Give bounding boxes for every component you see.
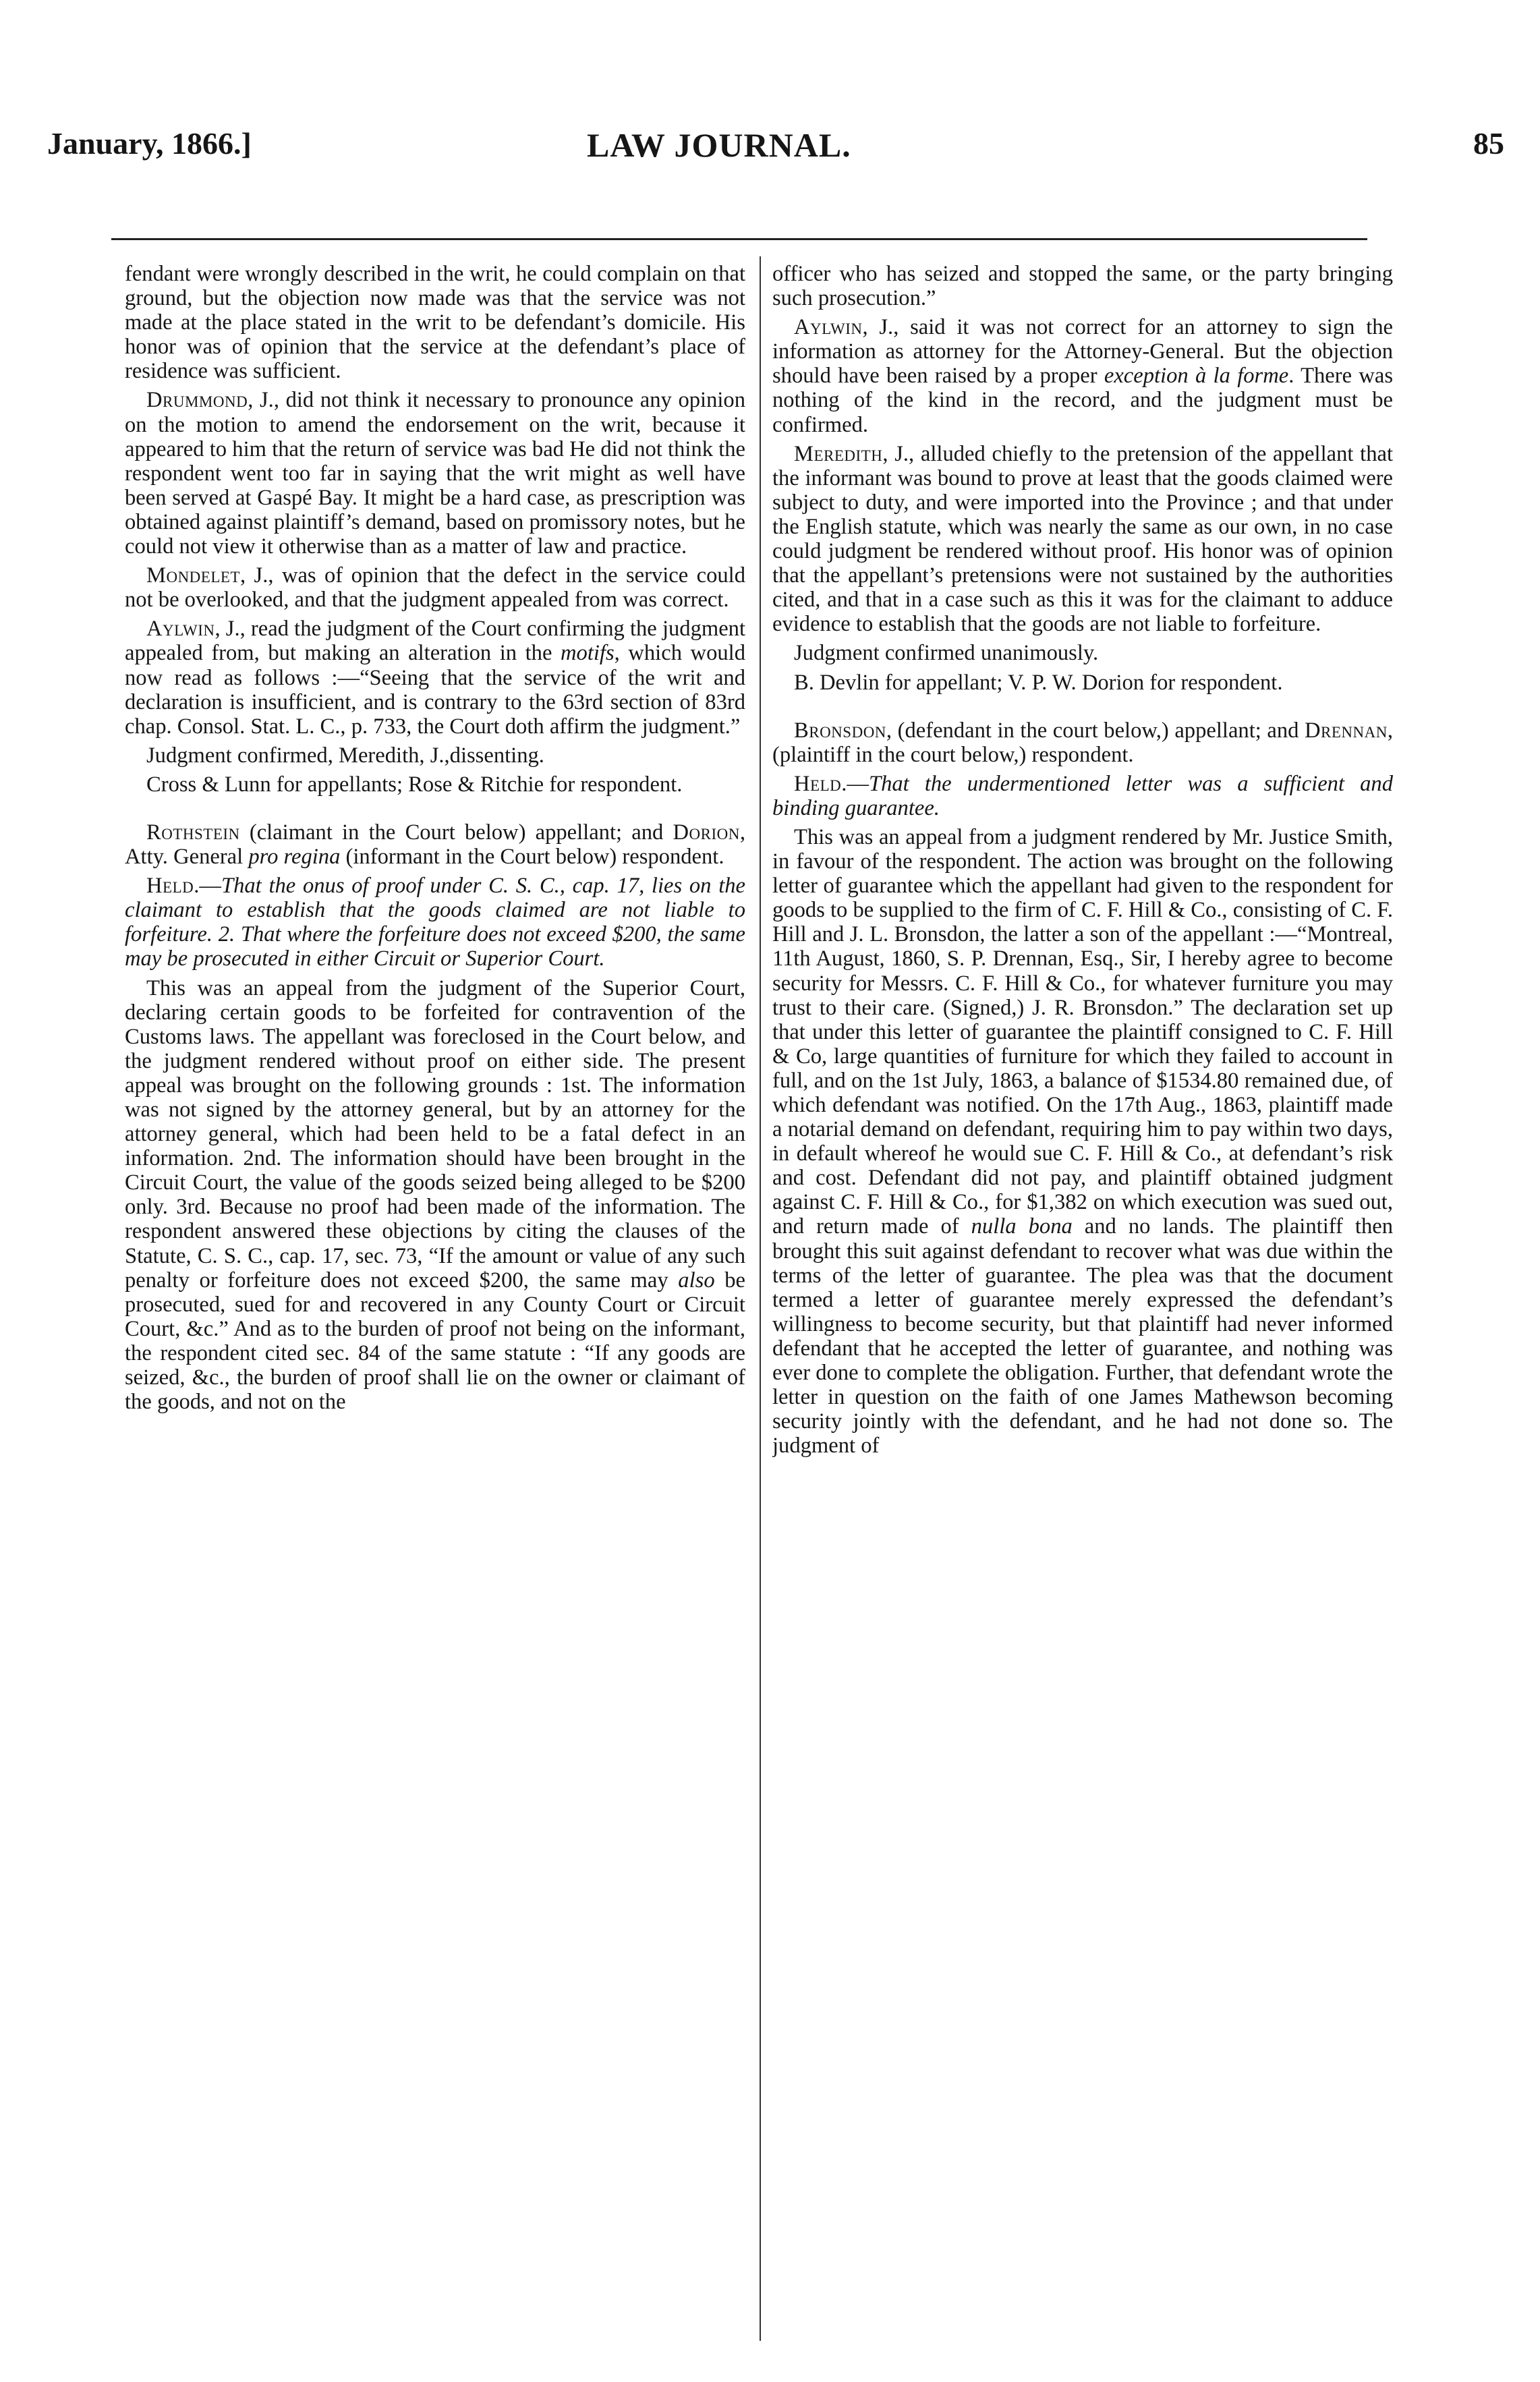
italic-text: That the undermentioned letter was a sufficient and binding guarantee. (772, 771, 1393, 820)
text-run: , J., did not think it necessary to pronounce any opinion on the motion to amend the endorsement on the writ, because it appeared to him that the return of service was bad He did not think the respondent went too far in saying that the writ might as well have been served at Gaspé Bay. It might be a hard case, as prescription was obtained against plaintiff’s demand, based on promissory notes, but he could not view it otherwise than as a matter of law and practice. (125, 388, 745, 559)
text-run: , (plaintiff in the court below,) respondent. (772, 718, 1393, 767)
right-column (772, 262, 1393, 2333)
judge-name: Drummond (146, 388, 248, 413)
text-run: be prosecuted, sued for and recovered in any County Court or Circuit Court, &c.” And as to the burden of proof not being on the informant, the respondent cited sec. 84 of the same statute : “If any goods are seized, &c., the burden of proof shall lie on the owner or claimant of the goods, and not on the (125, 1268, 745, 1415)
text-run: , which would now read as follows :—“Seeing that the service of the writ and declaration is insufficient, and is contrary to the 63rd section of 83rd chap. Consol. Stat. L. C., p. 733, the Court doth affirm the judgment.” (125, 641, 745, 739)
column-divider (760, 256, 761, 2341)
header-journal-title: LAW JOURNAL. (587, 126, 851, 164)
judge-name: Meredith (794, 441, 883, 466)
text-run: , (defendant in the court below,) appellant; and (886, 718, 1305, 743)
text-run: officer who has seized and stopped the same, or the party bringing such prosecution.” (772, 262, 1393, 311)
paragraph (772, 671, 1393, 695)
paragraph (125, 743, 745, 768)
paragraph (125, 976, 745, 1415)
paragraph (772, 442, 1393, 637)
judge-name: Drennan (1304, 718, 1388, 743)
header-date: January, 1866.] (47, 126, 252, 161)
judge-name: Dorion (673, 820, 740, 845)
italic-text: also (678, 1268, 715, 1293)
paragraph (125, 388, 745, 559)
text-run: , Atty. General (125, 820, 745, 870)
paragraph (125, 617, 745, 738)
text-run: Cross & Lunn for appellants; Rose & Ritchie for respondent. (146, 772, 683, 797)
judge-name: Aylwin (794, 315, 863, 340)
judge-name: Rothstein (146, 820, 240, 845)
section-gap (125, 801, 745, 820)
paragraph (125, 563, 745, 612)
section-gap (772, 700, 1393, 718)
text-run: .— (194, 874, 221, 899)
text-run: .— (841, 771, 869, 796)
paragraph (772, 825, 1393, 1458)
text-run: , J., alluded chiefly to the pretension of the appellant that the informant was bound to prove at least that the goods claimed were subject to duty, and were imported into the Province ; and that under the English statute, which was nearly the same as our own, in no case could judgment be rendered without proof. His honor was of opinion that the appellant’s pretensions were not sustained by the authorities cited, and that in a case such as this it was for the claimant to adduce evidence to establish that the goods are not liable to forfeiture. (772, 441, 1393, 637)
italic-text: exception à la forme (1104, 364, 1289, 389)
text-run: (informant in the Court below) respondent. (340, 845, 724, 870)
header-page-number: 85 (1473, 126, 1504, 161)
text-run: , J., read the judgment of the Court confirming the judgment appealed from, but making an alteration in the (125, 617, 745, 666)
paragraph (772, 641, 1393, 665)
italic-text: nulla bona (971, 1214, 1073, 1239)
paragraph (772, 772, 1393, 820)
paragraph (125, 820, 745, 869)
judge-name: Mondelet (146, 563, 240, 588)
text-run: Judgment confirmed unanimously. (794, 641, 1099, 666)
italic-text: motifs (561, 641, 615, 666)
paragraph (772, 315, 1393, 436)
text-run: This was an appeal from the judgment of the Superior Court, declaring certain goods to be forfeited for contravention of the Customs laws. The appellant was foreclosed in the Court below, and the judgment rendered without proof on either side. The present appeal was brought on the following grounds : 1st. The information was not signed by the attorney general, but by an attorney for the attorney general, which had been held to be a fatal defect in an information. 2nd. The information should have been brought in the Circuit Court, the value of the goods seized being alleged to be $200 only. 3rd. Because no proof had been made of the information. The respondent answered these objections by citing the clauses of the Statute, C. S. C., cap. 17, sec. 73, “If the amount or value of any such penalty or forfeiture does not exceed $200, the same may (125, 975, 745, 1293)
paragraph (125, 262, 745, 383)
judge-name: Aylwin (146, 617, 215, 642)
left-column (125, 262, 745, 2333)
header-rule (111, 238, 1367, 240)
text-run: B. Devlin for appellant; V. P. W. Dorion for respondent. (794, 670, 1283, 695)
text-run: and no lands. The plaintiff then brought this suit against defendant to recover what was due within the terms of the letter of guarantee. The plea was that the document termed a letter of guarantee merely expressed the defendant’s willingness to become security, but that plaintiff had never informed defendant that he accepted the letter of guarantee, and nothing was ever done to complete the obligation. Further, that defendant wrote the letter in question on the faith of one James Mathewson becoming security jointly with the defendant, and he had not done so. The judgment of (772, 1214, 1393, 1458)
text-run: Judgment confirmed, Meredith, J.,dissenting. (146, 743, 544, 768)
text-run: , J., was of opinion that the defect in the service could not be overlooked, and that the judgment appealed from was correct. (125, 563, 745, 613)
paragraph (772, 262, 1393, 310)
judge-name: Bronsdon (794, 718, 886, 743)
italic-text: That the onus of proof under C. S. C., cap. 17, lies on the claimant to establish that the goods claimed are not liable to forfeiture. 2. That where the forfeiture does not exceed $200, the same may be prosecuted in either Circuit or Superior Court. (125, 874, 745, 971)
paragraph (125, 772, 745, 797)
paragraph (125, 874, 745, 971)
judge-name: Held (146, 874, 194, 899)
text-run: fendant were wrongly described in the writ, he could complain on that ground, but the objection now made was that the service was not made at the place stated in the writ to be defendant’s domicile. His honor was of opinion that the service at the defendant’s place of residence was sufficient. (125, 262, 745, 384)
text-run: (claimant in the Court below) appellant; and (239, 820, 673, 845)
text-run: . There was nothing of the kind in the record, and the judgment must be confirmed. (772, 364, 1393, 437)
running-header (47, 125, 1518, 179)
text-run: This was an appeal from a judgment rendered by Mr. Justice Smith, in favour of the respondent. The action was brought on the following letter of guarantee which the appellant had given to the respondent for goods to be supplied to the firm of C. F. Hill & Co., consisting of C. F. Hill and J. L. Bronsdon, the latter a son of the appellant :—“Montreal, 11th August, 1860, S. P. Drennan, Esq., Sir, I hereby agree to become security for Messrs. C. F. Hill & Co., for whatever furniture you may trust to their care. (Signed,) J. R. Bronsdon.” The declaration set up that under this letter of guarantee the plaintiff consigned to C. F. Hill & Co, large quantities of furniture for which they failed to account in full, and on the 1st July, 1863, a balance of $1534.80 remained due, of which defendant was notified. On the 17th Aug., 1863, plaintiff made a notarial demand on defendant, requiring him to pay within two days, in default whereof he would sue C. F. Hill & Co., at defendant’s risk and cost. Defendant did not pay, and plaintiff obtained judgment against C. F. Hill & Co., for $1,382 on which execution was sued out, and return made of (772, 824, 1393, 1239)
paragraph (772, 718, 1393, 767)
text-run: , J., said it was not correct for an attorney to sign the information as attorney for the Attorney-General. But the objection should have been raised by a proper (772, 315, 1393, 389)
italic-text: pro regina (248, 845, 341, 870)
judge-name: Held (794, 771, 842, 796)
